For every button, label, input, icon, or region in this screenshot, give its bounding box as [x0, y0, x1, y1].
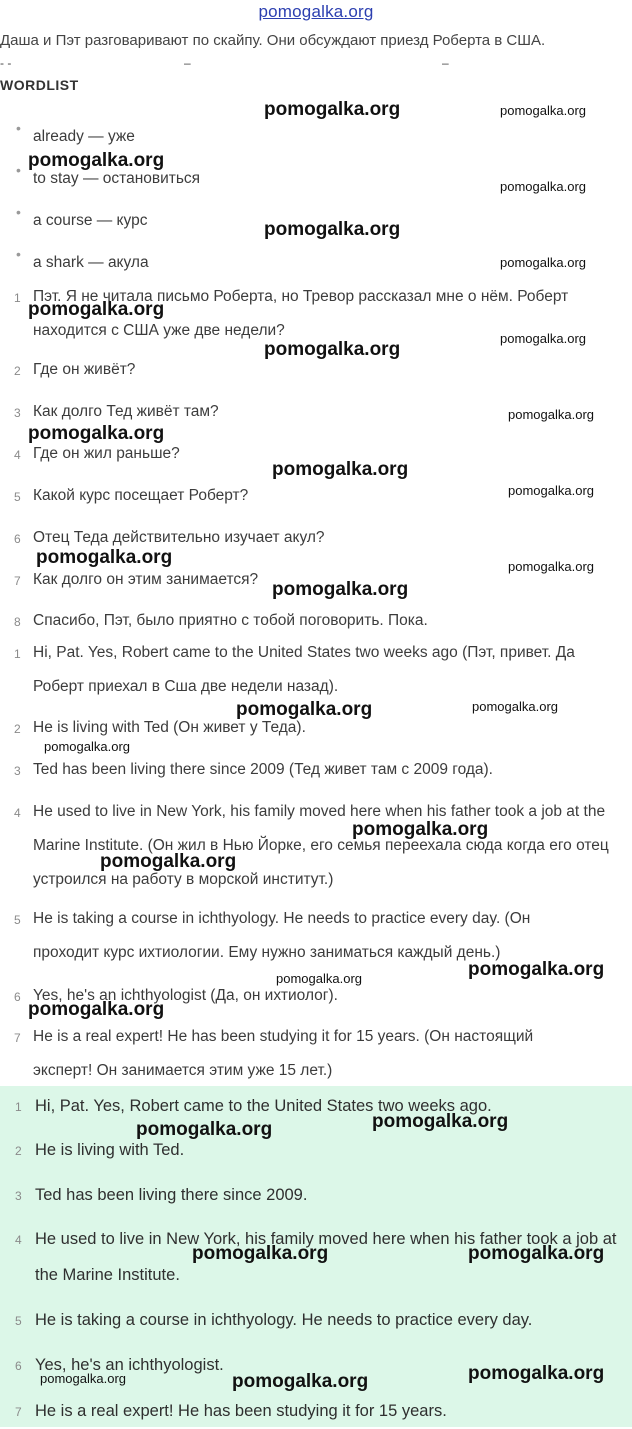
item-number: 5 — [15, 1314, 22, 1328]
item-number: 2 — [14, 722, 21, 736]
watermark: pomogalka.org — [44, 739, 130, 754]
site-link[interactable]: pomogalka.org — [258, 2, 374, 21]
bullet-icon: • — [16, 162, 21, 178]
watermark: pomogalka.org — [508, 559, 594, 574]
watermark: pomogalka.org — [500, 103, 586, 118]
answer-text: Hi, Pat. Yes, Robert came to the United States two weeks ago. — [35, 1097, 492, 1115]
bullet-icon: • — [16, 120, 21, 136]
item-number: 3 — [14, 764, 21, 778]
answer-translated-text: Ted has been living there since 2009 (Тед живет там с 2009 года). — [33, 761, 493, 778]
watermark: pomogalka.org — [500, 179, 586, 194]
answer-text: Yes, he's an ichthyologist. — [35, 1356, 224, 1374]
intro-text: Даша и Пэт разговаривают по скайпу. Они обсуждают приезд Роберта в США. — [0, 32, 546, 49]
wordlist-item-text: a course — курс — [33, 212, 148, 229]
bullet-icon: • — [16, 246, 21, 262]
answer-text: He is living with Ted. — [35, 1141, 185, 1159]
watermark: pomogalka.org — [472, 699, 558, 714]
wordlist-item-text: a shark — акула — [33, 254, 149, 271]
item-number: 7 — [15, 1405, 22, 1419]
watermark: pomogalka.org — [272, 579, 409, 600]
watermark: pomogalka.org — [236, 699, 373, 720]
item-number: 7 — [14, 1031, 21, 1045]
answer-text: He is a real expert! He has been studying it for 15 years. — [35, 1402, 447, 1420]
watermark: pomogalka.org — [264, 339, 401, 360]
watermark: pomogalka.org — [272, 459, 409, 480]
watermark: pomogalka.org — [276, 971, 362, 986]
item-number: 4 — [14, 448, 21, 462]
watermark: pomogalka.org — [508, 407, 594, 422]
watermark: pomogalka.org — [352, 819, 489, 840]
watermark: pomogalka.org — [100, 851, 237, 872]
answer-translated-text: Yes, he's an ichthyologist (Да, он ихтиолог). — [33, 987, 338, 1004]
question-text: Какой курс посещает Роберт? — [33, 487, 249, 504]
question-text: Где он живёт? — [33, 361, 136, 378]
answer-text: Ted has been living there since 2009. — [35, 1186, 308, 1204]
answer-translated-text: He is taking a course in ichthyology. He needs to practice every day. (Он проходит курс ихтиологии. Ему нужно заниматься каждый день.) — [33, 910, 531, 961]
item-number: 1 — [14, 647, 21, 661]
question-text: Пэт. Я не читала письмо Роберта, но Тревор рассказал мне о нём. Роберт находится с США уже две недели? — [33, 288, 569, 339]
watermark: pomogalka.org — [28, 150, 165, 171]
question-text: Отец Теда действительно изучает акул? — [33, 529, 325, 546]
watermark: pomogalka.org — [192, 1243, 329, 1264]
dash-mark: – — [442, 56, 449, 70]
item-number: 1 — [15, 1100, 22, 1114]
watermark: pomogalka.org — [500, 331, 586, 346]
item-number: 5 — [14, 490, 21, 504]
item-number: 4 — [14, 806, 21, 820]
watermark: pomogalka.org — [500, 255, 586, 270]
watermark: pomogalka.org — [264, 99, 401, 120]
watermark: pomogalka.org — [40, 1371, 126, 1386]
question-text: Где он жил раньше? — [33, 445, 180, 462]
watermark: pomogalka.org — [36, 547, 173, 568]
item-number: 6 — [15, 1359, 22, 1373]
item-number: 8 — [14, 615, 21, 629]
watermark: pomogalka.org — [28, 299, 165, 320]
watermark: pomogalka.org — [232, 1371, 369, 1392]
watermark: pomogalka.org — [28, 999, 165, 1020]
watermark: pomogalka.org — [372, 1111, 509, 1132]
wordlist-item-text: already — уже — [33, 128, 135, 145]
watermark: pomogalka.org — [28, 423, 165, 444]
item-number: 2 — [14, 364, 21, 378]
answer-translated-text: He is a real expert! He has been studying it for 15 years. (Он настоящий эксперт! Он занимается этим уже 15 лет.) — [33, 1028, 534, 1079]
item-number: 3 — [14, 406, 21, 420]
dash-mark: - - — [0, 56, 12, 70]
question-text: Как долго он этим занимается? — [33, 571, 259, 588]
bullet-icon: • — [16, 204, 21, 220]
watermark: pomogalka.org — [508, 483, 594, 498]
watermark: pomogalka.org — [468, 959, 605, 980]
answer-translated-text: He is living with Ted (Он живет у Теда). — [33, 719, 306, 736]
watermark: pomogalka.org — [264, 219, 401, 240]
answer-text: He is taking a course in ichthyology. He needs to practice every day. — [35, 1311, 533, 1329]
item-number: 6 — [14, 990, 21, 1004]
item-number: 4 — [15, 1233, 22, 1247]
item-number: 7 — [14, 574, 21, 588]
item-number: 1 — [14, 291, 21, 305]
answer-text: He used to live in New York, his family moved here when his father took a job at the Marine Institute. — [35, 1230, 617, 1284]
item-number: 2 — [15, 1144, 22, 1158]
item-number: 5 — [14, 913, 21, 927]
wordlist-item-text: to stay — остановиться — [33, 170, 201, 187]
watermark: pomogalka.org — [468, 1363, 605, 1384]
answer-translated-text: Hi, Pat. Yes, Robert came to the United States two weeks ago (Пэт, привет. Да Роберт приехал в Сша две недели назад). — [33, 644, 575, 695]
item-number: 3 — [15, 1189, 22, 1203]
answer-translated-text: He used to live in New York, his family moved here when his father took a job at the Marine Institute. (Он жил в Нью Йорке, его семья переехала сюда когда его отец устроился на работу в морской институт.) — [33, 803, 609, 888]
question-text: Как долго Тед живёт там? — [33, 403, 219, 420]
watermark: pomogalka.org — [468, 1243, 605, 1264]
question-text: Спасибо, Пэт, было приятно с тобой поговорить. Пока. — [33, 612, 428, 629]
wordlist-title: WORDLIST — [0, 77, 79, 93]
watermark: pomogalka.org — [136, 1119, 273, 1140]
dash-mark: – — [184, 56, 191, 70]
item-number: 6 — [14, 532, 21, 546]
